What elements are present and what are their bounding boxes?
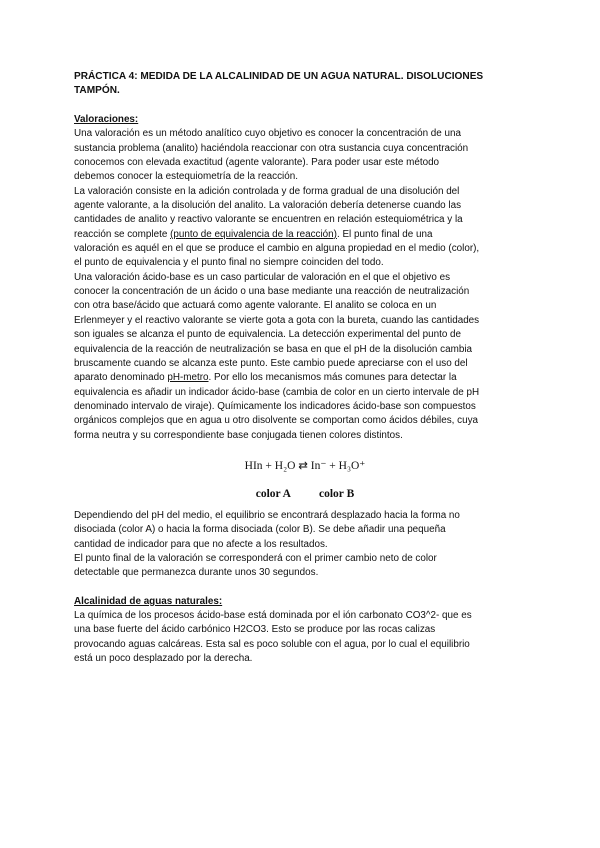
text-line: Una valoración ácido-base es un caso particular de valoración en el que el objetivo es: [74, 271, 451, 283]
text-line: detectable que permanezca durante unos 30 segundos.: [74, 567, 319, 579]
text-run: . Por ello los mecanismos más comunes para detectar la: [208, 372, 457, 384]
text-line: conocer la concentración de un ácido o una base mediante una reacción de neutralización: [74, 286, 470, 298]
text-line: valoración es aquél en el que se produce el cambio en alguna propiedad en el medio (color),: [74, 243, 480, 255]
text-line: equivalencia de la reacción de neutralización se basa en que el pH de la disolución cambia: [74, 343, 472, 355]
title-line: TAMPÓN.: [74, 85, 120, 96]
text-line: equivalencia es añadir un indicador ácido-base (cambia de color en un cierto intervale de pH: [74, 386, 480, 398]
ph-metro-link[interactable]: pH-metro: [167, 372, 209, 384]
text-line: debemos conocer la estequiometría de la reacción.: [74, 171, 298, 183]
text-line: disociada (color A) o hacia la forma disociada (color B). Se debe añadir una pequeña: [74, 524, 446, 536]
color-a-label: color A: [255, 487, 291, 500]
text-line: [74, 371, 536, 385]
text-run: aparato denominado: [74, 372, 168, 384]
text-line: Una valoración es un método analítico cuyo objetivo es conocer la concentración de una: [74, 128, 462, 140]
text-line: con otra base/ácido que actuará como agente valorante. El analito se coloca en un: [74, 300, 437, 312]
text-line: Erlenmeyer y el reactivo valorante se vierte gota a gota con la bureta, cuando las cantidades: [74, 314, 480, 326]
text-line: agente valorante, a la disolución del analito. La valoración debería detenerse cuando las: [74, 200, 462, 212]
text-line: sustancia problema (analito) haciéndola reaccionar con otra sustancia cuya concentración: [74, 142, 469, 154]
text-line: cantidad de indicador para que no afecte a los resultados.: [74, 538, 328, 550]
text-line: La valoración consiste en la adición controlada y de forma gradual de una disolución del: [74, 185, 460, 197]
paragraph: [74, 509, 536, 552]
document-title: [74, 70, 536, 98]
text-line: el punto de equivalencia y el punto final no siempre coinciden del todo.: [74, 257, 384, 269]
text-line: son iguales se alcanza el punto de equivalencia. La detección experimental del punto de: [74, 329, 462, 341]
text-line: [74, 228, 536, 242]
text-line: denominado intervalo de viraje). Químicamente los indicadores ácido-base son compuestos: [74, 400, 476, 412]
title-line: PRÁCTICA 4: MEDIDA DE LA ALCALINIDAD DE UN AGUA NATURAL. DISOLUCIONES: [74, 71, 484, 82]
paragraph: [74, 271, 536, 443]
text-run: reacción se complete: [74, 228, 171, 240]
document-body: [74, 70, 536, 666]
text-line: El punto final de la valoración se corresponderá con el primer cambio neto de color: [74, 552, 437, 564]
text-line: provocando aguas calcáreas. Esta sal es poco soluble con el agua, por lo cual el equilibrio: [74, 638, 470, 650]
text-line: está un poco desplazado por la derecha.: [74, 653, 253, 664]
text-run: . El punto final de una: [336, 228, 433, 240]
text-line: bruscamente cuando se alcanza este punto. Este cambio puede apreciarse con el uso del: [74, 357, 468, 369]
color-b-label: color B: [319, 487, 355, 500]
paragraph: [74, 609, 536, 666]
section-heading-valoraciones: Valoraciones:: [74, 114, 139, 125]
paragraph: [74, 552, 536, 581]
text-line: La química de los procesos ácido-base está dominada por el ión carbonato CO3^2- que es: [74, 609, 472, 621]
text-line: Dependiendo del pH del medio, el equilibrio se encontrará desplazado hacia la forma no: [74, 509, 460, 521]
section-heading-alcalinidad: Alcalinidad de aguas naturales:: [74, 595, 223, 607]
text-line: orgánicos complejos que en agua u otro disolvente se comportan como ácidos débiles, cuya: [74, 415, 479, 427]
indicator-equilibrium-equation: HIn + H₂O ⇄ In⁻ + H₃O⁺: [244, 459, 366, 472]
paragraph: [74, 127, 536, 184]
equivalence-point-link[interactable]: (punto de equivalencia de la reacción): [170, 228, 337, 240]
text-line: una base fuerte del ácido carbónico H2CO3. Esto se produce por las rocas calizas: [74, 624, 436, 636]
text-line: conocemos con elevada exactitud (agente valorante). Para poder usar este método: [74, 157, 440, 169]
paragraph: [74, 185, 536, 271]
text-line: forma neutra y su correspondiente base conjugada tienen colores distintos.: [74, 429, 403, 441]
text-line: cantidades de analito y reactivo valorante se encuentren en relación estequiométrica y la: [74, 214, 463, 226]
equation-color-labels: [74, 487, 536, 501]
